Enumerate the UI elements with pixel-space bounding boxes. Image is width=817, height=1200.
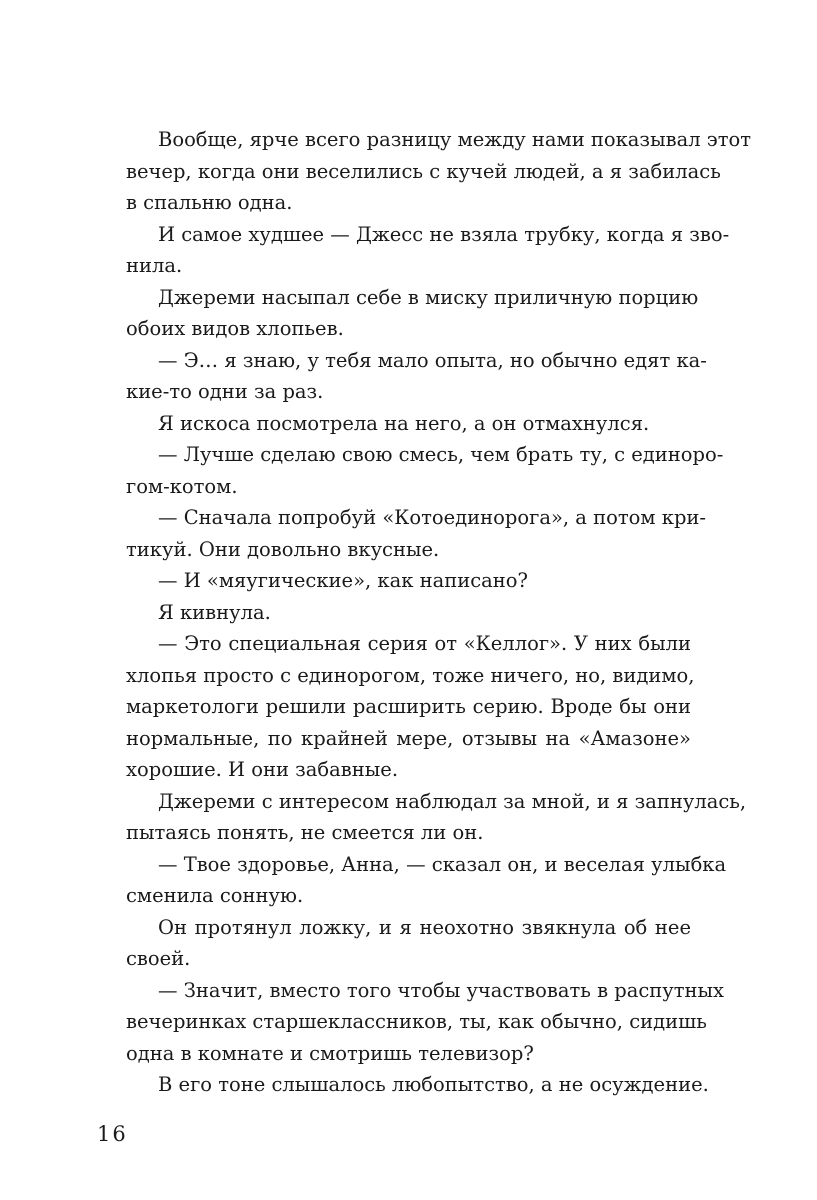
text-line: одна в комнате и смотришь телевизор?: [126, 1041, 534, 1065]
text-line: — Это специальная серия от «Келлог». У них были: [158, 632, 691, 655]
paragraph: [126, 345, 707, 408]
text-line: — Значит, вместо того чтобы участвовать в распутных: [158, 978, 725, 1002]
paragraph: [126, 124, 752, 219]
paragraph: [126, 219, 730, 282]
paragraph: [126, 786, 747, 849]
text-line: кие-то одни за раз.: [126, 380, 324, 403]
page-body-text: [126, 124, 752, 1101]
text-line: тикуй. Они довольно вкусные.: [126, 537, 440, 561]
text-line: — Лучше сделаю свою смесь, чем брать ту, с единоро-: [158, 443, 724, 466]
text-line: в спальню одна.: [126, 191, 293, 214]
text-line: И самое худшее — Джесс не взяла трубку, когда я зво-: [158, 222, 730, 246]
text-line: Вообще, ярче всего разницу между нами показывал этот: [158, 128, 752, 151]
text-line: Он протянул ложку, и я неохотно звякнула об нее: [158, 915, 691, 939]
text-line: вечер, когда они веселились с кучей людей, а я забилась: [126, 159, 721, 183]
page-number: 16: [97, 1122, 128, 1146]
paragraph: [126, 975, 725, 1070]
text-line: — Твое здоровье, Анна, — сказал он, и веселая улыбка: [158, 852, 727, 876]
paragraph: [126, 849, 727, 912]
paragraph: [126, 565, 691, 597]
paragraph: [126, 912, 691, 975]
text-line: хорошие. И они забавные.: [126, 758, 399, 781]
text-line: В его тоне слышалось любопытство, а не осуждение.: [158, 1073, 709, 1096]
paragraph: [126, 408, 691, 440]
paragraph: [126, 439, 724, 502]
text-line: нила.: [126, 254, 183, 277]
text-line: гом-котом.: [126, 474, 238, 498]
paragraph: [126, 628, 695, 786]
text-line: Джереми насыпал себе в миску приличную порцию: [158, 285, 699, 309]
text-line: маркетологи решили расширить серию. Вроде бы они: [126, 695, 691, 718]
text-line: сменила сонную.: [126, 884, 304, 907]
text-line: Я кивнула.: [158, 600, 271, 624]
text-line: — И «мяугические», как написано?: [158, 569, 528, 592]
paragraph: [126, 502, 707, 565]
text-line: Джереми с интересом наблюдал за мной, и я запнулась,: [158, 789, 747, 813]
paragraph: [126, 1069, 709, 1101]
paragraph: [126, 282, 699, 345]
text-line: вечеринках старшеклассников, ты, как обычно, сидишь: [126, 1010, 707, 1033]
text-line: своей.: [126, 947, 191, 970]
text-line: — Сначала попробуй «Котоединорога», а потом кри-: [158, 506, 707, 529]
text-line: обоих видов хлопьев.: [126, 317, 344, 340]
text-line: пытаясь понять, не смеется ли он.: [126, 821, 484, 844]
text-line: нормальные, по крайней мере, отзывы на «Амазоне»: [126, 726, 691, 750]
paragraph: [126, 597, 691, 629]
text-line: — Э… я знаю, у тебя мало опыта, но обычно едят ка-: [158, 348, 707, 372]
text-line: Я искоса посмотрела на него, а он отмахнулся.: [158, 411, 650, 435]
text-line: хлопья просто с единорогом, тоже ничего, но, видимо,: [126, 663, 695, 687]
